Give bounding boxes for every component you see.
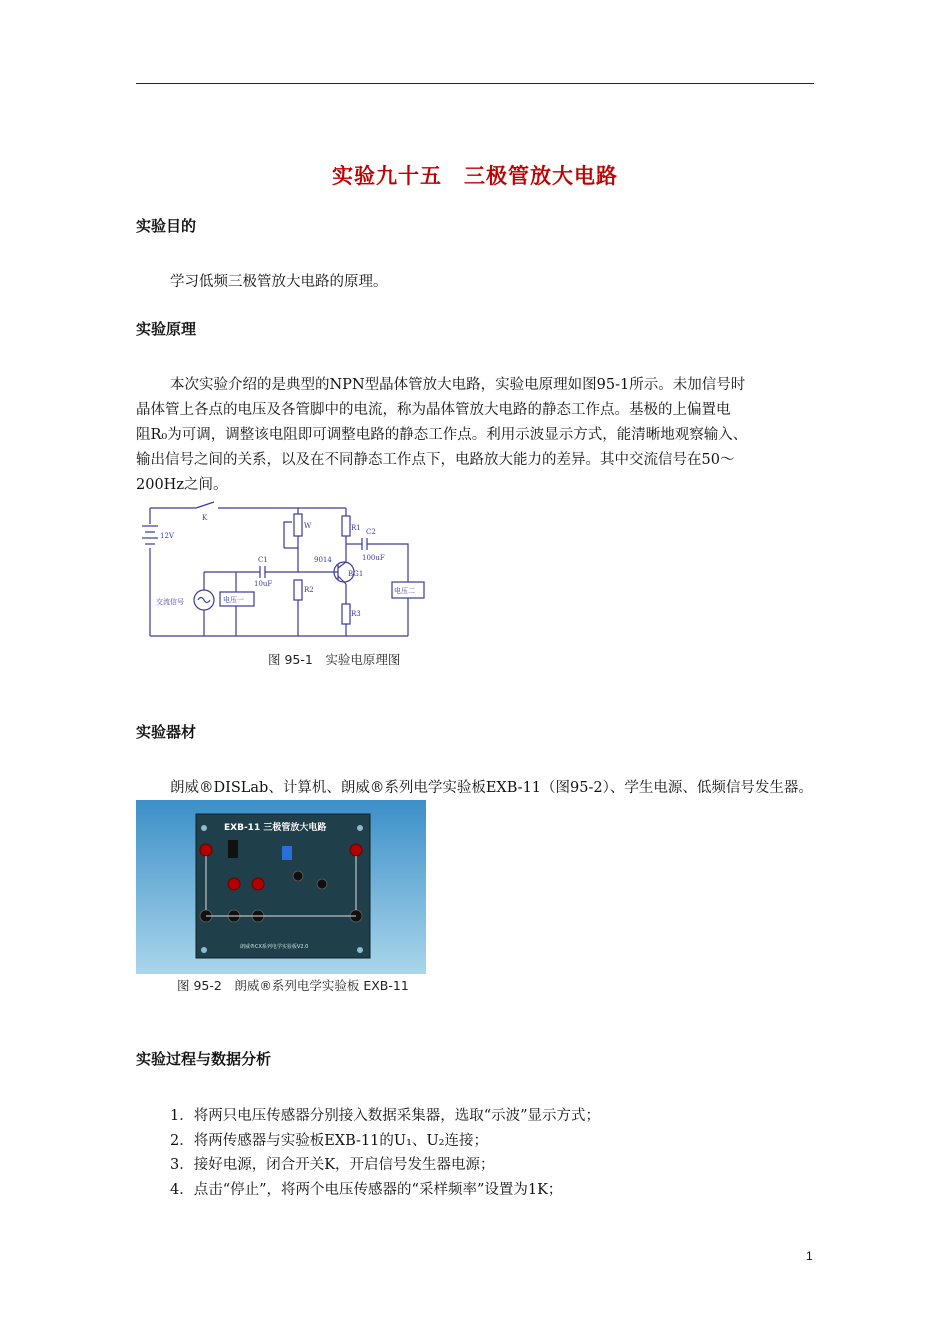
svg-text:K: K: [202, 514, 208, 522]
purpose-text: 学习低频三极管放大电路的原理。: [170, 274, 388, 290]
svg-text:电压二: 电压二: [394, 587, 415, 595]
svg-text:10uF: 10uF: [254, 580, 273, 588]
svg-text:C2: C2: [366, 528, 376, 536]
heading-equipment: 实验器材: [136, 723, 197, 741]
heading-purpose: 实验目的: [136, 217, 197, 235]
svg-text:12V: 12V: [160, 532, 174, 540]
circuit-diagram: [136, 500, 436, 646]
figure1-caption: 图 95-1 实验电原理图: [268, 652, 401, 667]
heading-procedure: 实验过程与数据分析: [136, 1050, 272, 1068]
list-item: 3．接好电源，闭合开关K，开启信号发生器电源；: [170, 1157, 495, 1174]
procedure-steps: [170, 1104, 600, 1202]
header-rule: [136, 83, 814, 84]
svg-text:朗威®CX系列电学实验板V2.0: 朗威®CX系列电学实验板V2.0: [240, 944, 309, 950]
svg-text:100uF: 100uF: [362, 554, 385, 562]
experiment-board-photo: [136, 800, 426, 974]
svg-text:R2: R2: [304, 586, 314, 594]
principle-text: 本次实验介绍的是典型的NPN型晶体管放大电路，实验电原理如图95-1所示。未加信号时 晶体管上各点的电压及各管脚中的电流，称为晶体管放大电路的静态工作点。基极的上偏置电 阻R₀为可调，调整该电阻即可调整电路的静态工作点。利用示波显示方式，能清晰地观察输入、 输出信号之间的关系，以及在不同静态工作点下，电路放大能力的差异。其中交流信号在50～ 200Hz之间。: [136, 377, 748, 493]
svg-text:W: W: [304, 522, 312, 530]
svg-text:电压一: 电压一: [223, 596, 244, 604]
list-item: 1．将两只电压传感器分别接入数据采集器，选取“示波”显示方式；: [170, 1108, 601, 1124]
figure2-caption: 图 95-2 朗威®系列电学实验板 EXB-11: [177, 978, 409, 993]
svg-text:R1: R1: [351, 524, 361, 532]
svg-text:交流信号: 交流信号: [156, 598, 184, 606]
svg-text:BG1: BG1: [348, 570, 364, 578]
svg-text:9014: 9014: [314, 556, 332, 564]
page-title: 实验九十五 三极管放大电路: [332, 164, 618, 188]
equipment-text: 朗威®DISLab、计算机、朗威®系列电学实验板EXB-11（图95-2）、学生电源、低频信号发生器。: [170, 780, 813, 796]
list-item: 2．将两传感器与实验板EXB-11的U₁、U₂连接；: [170, 1132, 488, 1149]
page-number: 1: [806, 1249, 813, 1263]
svg-text:C1: C1: [258, 556, 268, 564]
list-item: 4．点击“停止”，将两个电压传感器的“采样频率”设置为1K；: [170, 1181, 563, 1198]
heading-principle: 实验原理: [136, 320, 197, 338]
svg-text:R3: R3: [351, 610, 361, 618]
svg-text:EXB-11 三极管放大电路: EXB-11 三极管放大电路: [224, 823, 327, 833]
